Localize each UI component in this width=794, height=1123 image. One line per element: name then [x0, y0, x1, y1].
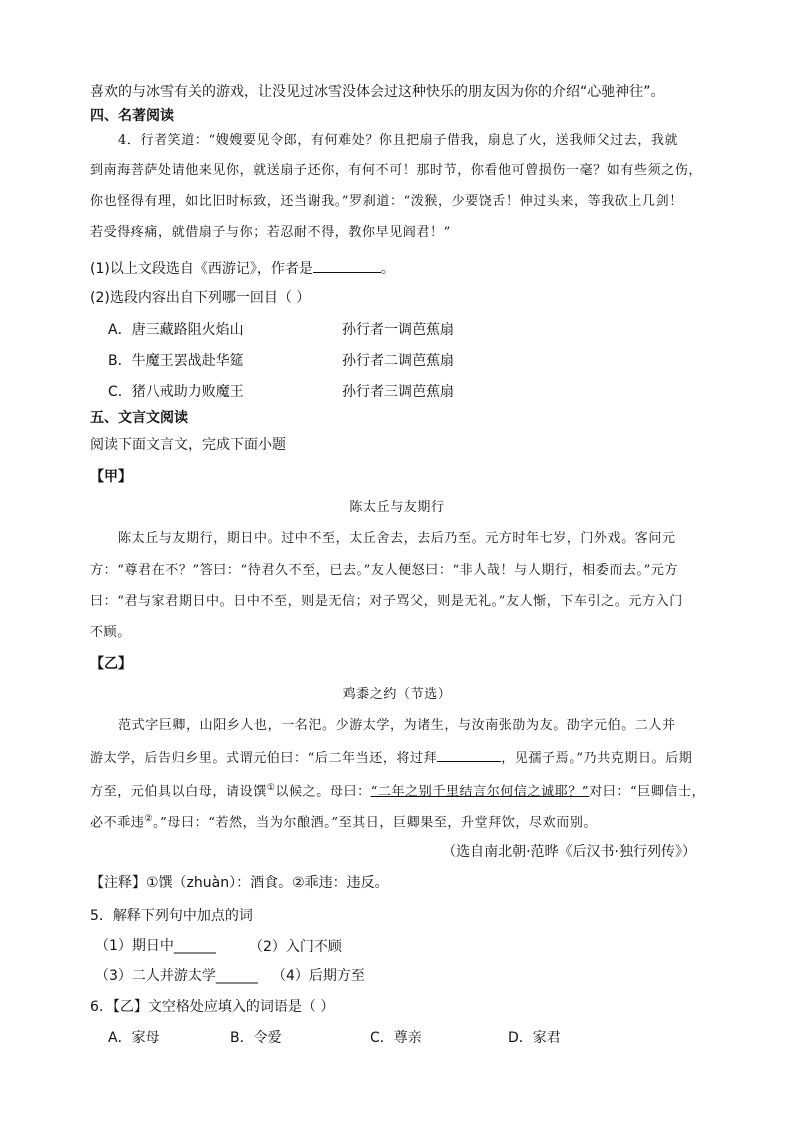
option-c-text: C．猪八戒助力败魔王	[108, 384, 244, 400]
underlined-sentence: “二年之别千里结言尔何信之诚耶？”	[370, 784, 590, 800]
jia-line-3: 曰：“君与家君期日中。日中不至，则是无信；对子骂父，则是无礼。”友人惭，下车引之。元方入门	[90, 594, 683, 609]
option-b-text: B．牛魔王罢战赴华筵	[108, 353, 244, 369]
q6-option-a[interactable]: A．家母	[108, 1030, 160, 1046]
yi-line-2-end: ，见孺子焉。”乃共克期日。后期	[501, 751, 693, 766]
q5-item-1-blank[interactable]: ______	[173, 938, 216, 954]
option-a[interactable]	[108, 320, 244, 340]
author-answer-blank[interactable]	[313, 258, 381, 273]
yi-line-1: 范式字巨卿，山阳乡人也，一名汜。少游太学，为诸生，与汝南张劭为友。劭字元伯。二人并	[118, 718, 676, 733]
jia-line-1: 陈太丘与友期行，期日中。过中不至，太丘舍去，去后乃至。元方时年七岁，门外戏。客问元	[118, 531, 676, 546]
question-6-stem: 6．【乙】文空格处应填入的词语是（ ）	[90, 999, 335, 1015]
passage-line-3: 你也怪得有理，如比旧时标致，还当谢我。”罗刹道：“泼猴，少要饶舌！伸过头来，等我砍上几剑！	[90, 194, 683, 209]
yi-line-3-start: 方至，元伯具以白母，请设馔	[90, 784, 267, 800]
q5-item-2	[249, 936, 342, 957]
passage-title-jia: 陈太丘与友期行	[349, 500, 445, 515]
q5-item-3-text: （3）二人并游太学	[95, 968, 216, 984]
question-1-end: 。	[380, 261, 395, 277]
yi-line-4-start: 必不乖违	[90, 815, 145, 831]
jia-line-4: 不顾。	[90, 625, 131, 640]
yi-line-4	[90, 809, 597, 833]
yi-line-2-start: 游太学，后告归乡里。式谓元伯曰：“后二年当还，将过拜	[90, 751, 438, 766]
option-b-chapter: 孙行者二调芭蕉扇	[342, 353, 454, 369]
yi-line-3-mid: 以候之。母曰：	[275, 784, 371, 800]
q5-item-1	[95, 936, 216, 956]
passage-line-1: 4．行者笑道：“嫂嫂要见令郎，有何难处？你且把扇子借我，扇息了火，送我师父过去，我就	[118, 133, 679, 148]
option-a-chapter: 孙行者一调芭蕉扇	[342, 322, 454, 338]
question-2: (2)选段内容出自下列哪一回目（ ）	[90, 290, 311, 306]
annotations: 【注释】①馔（zhuàn）：酒食。②乖违：违反。	[90, 875, 389, 891]
q5-item-4-text: （4）后期方至	[272, 968, 365, 984]
q5-item-3-blank[interactable]: ______	[215, 968, 258, 984]
passage-label-jia: 【甲】	[90, 469, 132, 485]
section-heading-classical-chinese: 五、文言文阅读	[90, 410, 188, 426]
q5-item-3	[95, 966, 258, 986]
q5-item-4	[272, 966, 365, 986]
q6-option-d[interactable]: D．家君	[508, 1030, 561, 1046]
yi-line-3-end: 对曰：“巨卿信士，	[589, 784, 706, 800]
passage-title-yi: 鸡黍之约（节选）	[342, 687, 452, 702]
option-b[interactable]	[108, 351, 244, 371]
footnote-ref-1: ①	[266, 783, 276, 793]
yi-line-2	[90, 747, 692, 769]
jia-line-2: 方：“尊君在不？”答曰：“待君久不至，已去。”友人便怒曰：“非人哉！与人期行，相委而去。”元方	[90, 563, 679, 578]
q6-option-b[interactable]: B．令爱	[230, 1030, 282, 1046]
fill-in-blank[interactable]	[437, 747, 501, 762]
q6-option-c[interactable]: C．尊亲	[370, 1030, 422, 1046]
footnote-ref-2: ②	[144, 814, 154, 824]
reading-instruction: 阅读下面文言文，完成下面小题	[90, 437, 286, 453]
passage-label-yi: 【乙】	[90, 656, 132, 672]
q5-item-2-text: （2）入门不顾	[249, 939, 342, 955]
q5-item-1-text: （1）期日中	[95, 938, 174, 954]
passage-line-4: 若受得疼痛，就借扇子与你；若忍耐不得，教你早见阎君！”	[90, 225, 451, 240]
option-c[interactable]	[108, 382, 244, 402]
option-a-text: A．唐三藏路阻火焰山	[108, 322, 244, 338]
section-heading-classic-reading: 四、名著阅读	[90, 108, 174, 124]
question-1	[90, 258, 395, 279]
yi-line-3	[90, 778, 705, 802]
question-5-stem: 5．解释下列句中加点的词	[90, 908, 253, 924]
question-1-text: (1)以上文段选自《西游记》，作者是	[90, 261, 313, 277]
yi-line-4-end: 。”母曰：“若然，当为尔酿酒。”至其日，巨卿果至，升堂拜饮，尽欢而别。	[153, 815, 598, 831]
option-c-chapter: 孙行者三调芭蕉扇	[342, 384, 454, 400]
passage-source: （选自南北朝·范晔《后汉书·独行列传》）	[442, 844, 696, 860]
passage-line-2: 到南海菩萨处请他来见你，就送扇子还你，有何不可！那时节，你看他可曾损伤一毫？如有些须之伤，	[90, 163, 703, 178]
intro-paragraph-end: 喜欢的与冰雪有关的游戏，让没见过冰雪没体会过这种快乐的朋友因为你的介绍“心驰神往”。	[90, 84, 665, 100]
